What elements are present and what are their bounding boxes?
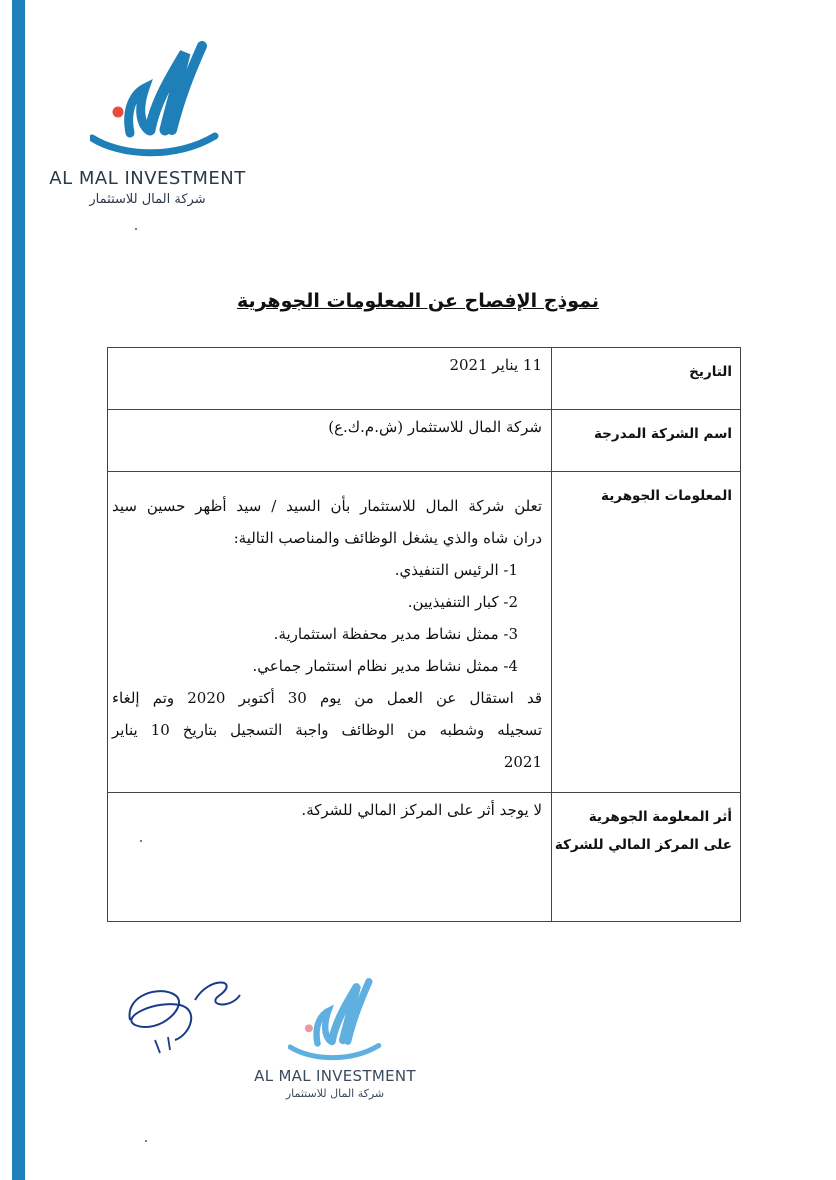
speck (140, 840, 142, 842)
date-label: التاريخ (689, 364, 732, 380)
info-item: 4- ممثل نشاط مدير نظام استثمار جماعي. (252, 657, 518, 675)
info-label: المعلومات الجوهرية (601, 488, 732, 504)
info-item: 2- كبار التنفيذيين. (407, 593, 518, 611)
table-row-date (107, 347, 741, 410)
impact-label (555, 803, 732, 859)
info-intro-2: دران شاه والذي يشغل الوظائف والمناصب التالية: (233, 529, 542, 547)
label-cell (551, 410, 740, 471)
date-value: 11 يناير 2021 (449, 356, 542, 374)
speck (135, 228, 137, 230)
stamp-name-en: AL MAL INVESTMENT (254, 1067, 416, 1085)
impact-label-line-2: على المركز المالي للشركة (554, 837, 732, 853)
speck (145, 1140, 147, 1142)
side-accent-bar (12, 0, 25, 1180)
signature-icon (120, 965, 250, 1055)
info-item: 3- ممثل نشاط مدير محفظة استثمارية. (273, 625, 518, 643)
table-row-impact (107, 792, 741, 922)
table-row-company (107, 409, 741, 472)
table-row-info (107, 471, 741, 793)
logo-name-en: AL MAL INVESTMENT (49, 168, 246, 189)
info-item: 1- الرئيس التنفيذي. (394, 561, 518, 579)
info-outro-1: قد استقال عن العمل من يوم 30 أكتوبر 2020 وتم إلغاء (112, 689, 543, 707)
company-logo (40, 38, 255, 218)
info-body (112, 490, 542, 778)
label-cell (551, 348, 740, 409)
logo-name-ar: شركة المال للاستثمار (89, 192, 206, 207)
company-stamp (250, 975, 420, 1115)
label-cell (551, 793, 740, 921)
info-outro-2: تسجيله وشطبه من الوظائف واجبة التسجيل بتاريخ 10 يناير (112, 721, 543, 739)
info-outro-3: 2021 (503, 753, 542, 771)
impact-label-line-1: أثر المعلومة الجوهرية (588, 809, 732, 825)
label-cell (551, 472, 740, 792)
disclosure-table (107, 347, 741, 922)
company-value: شركة المال للاستثمار (ش.م.ك.ع) (328, 418, 542, 436)
page-title: نموذج الإفصاح عن المعلومات الجوهرية (236, 290, 600, 312)
impact-value: لا يوجد أثر على المركز المالي للشركة. (301, 801, 542, 819)
logo-mark-icon (90, 38, 220, 163)
info-intro-1: تعلن شركة المال للاستثمار بأن السيد / سيد أظهر حسين سيد (112, 497, 542, 515)
company-label: اسم الشركة المدرجة (594, 426, 732, 442)
stamp-name-ar: شركة المال للاستثمار (285, 1087, 385, 1100)
stamp-logo-icon (288, 975, 383, 1065)
